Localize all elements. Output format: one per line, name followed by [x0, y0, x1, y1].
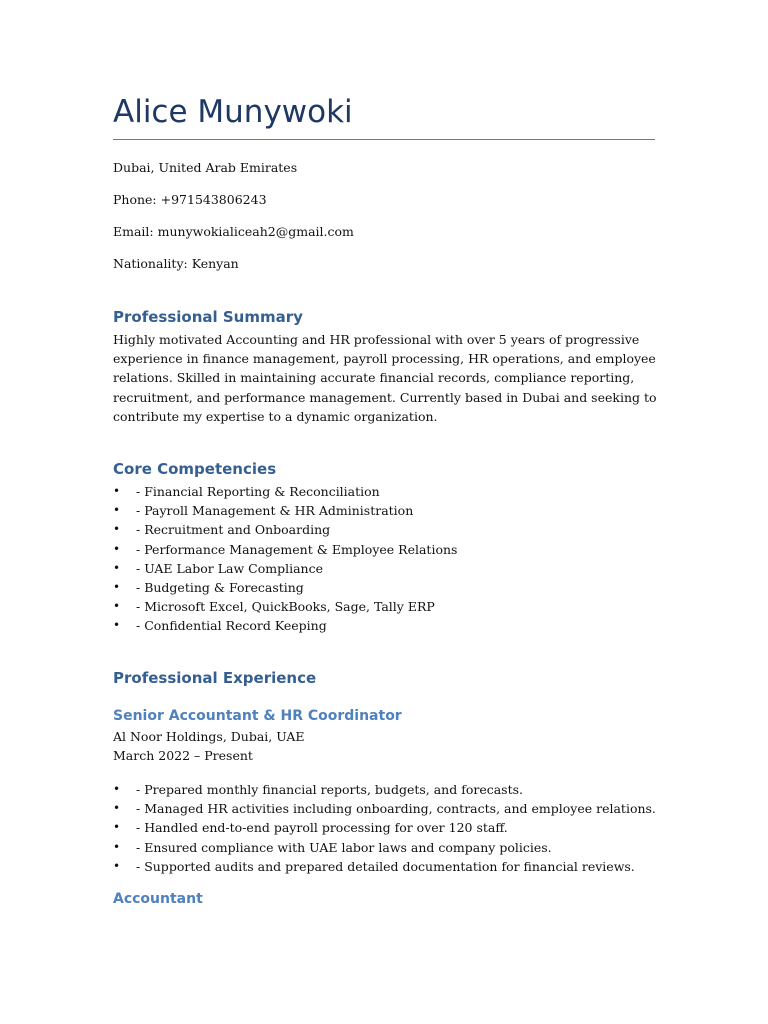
competency-text: - Confidential Record Keeping: [136, 618, 327, 634]
duty-text: - Handled end-to-end payroll processing for over 120 staff.: [136, 820, 508, 836]
bullet-icon: •: [113, 599, 121, 614]
bullet-icon: •: [113, 484, 121, 498]
contact-phone: Phone: +971543806243: [113, 192, 267, 207]
competency-text: - Recruitment and Onboarding: [136, 522, 331, 538]
contact-location: Dubai, United Arab Emirates: [113, 160, 298, 175]
bullet-icon: •: [113, 560, 121, 575]
contact-email: Email: munywokialiceah2@gmail.com: [113, 224, 354, 239]
section-heading-summary: Professional Summary: [113, 308, 303, 326]
competency-text: - Payroll Management & HR Administration: [136, 503, 414, 519]
duty-text: - Prepared monthly financial reports, budgets, and forecasts.: [136, 782, 524, 797]
summary-paragraph: [113, 330, 657, 426]
bullet-icon: •: [113, 579, 121, 594]
section-heading-competencies: Core Competencies: [113, 460, 277, 478]
bullet-icon: •: [113, 541, 121, 556]
candidate-name: Alice Munywoki: [113, 94, 353, 130]
job-company: Al Noor Holdings, Dubai, UAE: [113, 729, 305, 744]
name-underline-rule: [113, 139, 655, 140]
job-title: Senior Accountant & HR Coordinator: [113, 708, 402, 724]
summary-line: Highly motivated Accounting and HR professional with over 5 years of progressive: [113, 332, 640, 347]
competency-text: - Budgeting & Forecasting: [136, 579, 304, 595]
competency-text: - UAE Labor Law Compliance: [136, 560, 323, 576]
summary-line: experience in finance management, payroll processing, HR operations, and employee: [113, 351, 656, 367]
bullet-icon: •: [113, 820, 121, 835]
duty-text: - Managed HR activities including onboarding, contracts, and employee relations.: [136, 801, 656, 817]
summary-line: relations. Skilled in maintaining accurate financial records, compliance reporting,: [113, 370, 635, 386]
job-title: Accountant: [113, 891, 203, 907]
bullet-icon: •: [113, 782, 121, 796]
section-heading-experience: Professional Experience: [113, 669, 317, 687]
competency-text: - Performance Management & Employee Relations: [136, 541, 458, 557]
bullet-icon: •: [113, 801, 121, 816]
summary-line: recruitment, and performance management. Currently based in Dubai and seeking to: [113, 389, 657, 405]
job-dates: March 2022 – Present: [113, 748, 253, 763]
bullet-icon: •: [113, 503, 121, 518]
bullet-icon: •: [113, 522, 121, 537]
bullet-icon: •: [113, 858, 121, 873]
duty-text: - Ensured compliance with UAE labor laws and company policies.: [136, 839, 552, 855]
bullet-icon: •: [113, 839, 121, 854]
duty-text: - Supported audits and prepared detailed documentation for financial reviews.: [136, 858, 635, 874]
bullet-icon: •: [113, 618, 121, 633]
contact-nationality: Nationality: Kenyan: [113, 256, 239, 271]
competency-text: - Microsoft Excel, QuickBooks, Sage, Tally ERP: [136, 599, 435, 615]
competency-text: - Financial Reporting & Reconciliation: [136, 484, 380, 499]
summary-line: contribute my expertise to a dynamic organization.: [113, 408, 438, 424]
